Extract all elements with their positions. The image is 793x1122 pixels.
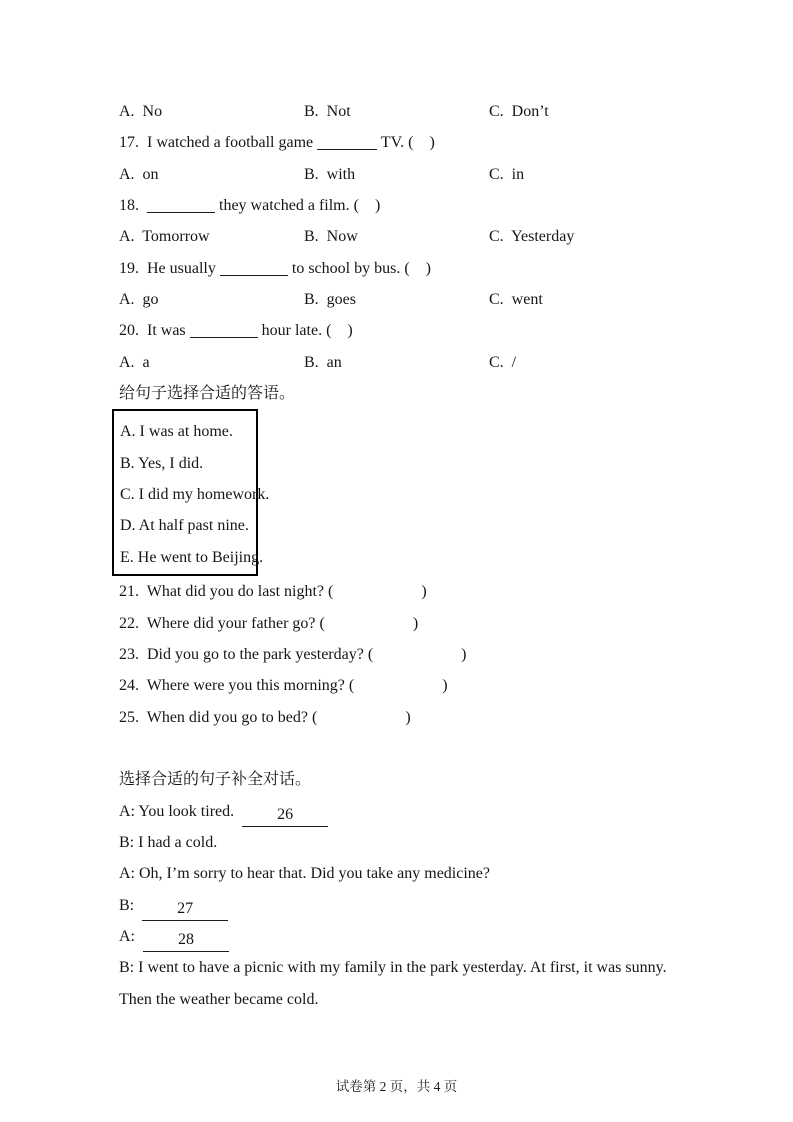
option-q17-c: C. in — [489, 165, 525, 183]
matching-question-25: 25. When did you go to bed? ( ) — [119, 708, 411, 726]
matching-question-21: 21. What did you do last night? ( ) — [119, 583, 427, 601]
dialogue-line-b3: B: I went to have a picnic with my family in the park yesterday. At first, it was sunny. Then the weather became cold. — [119, 959, 671, 1008]
dialogue-instruction: 选择合适的句子补全对话。 — [119, 771, 312, 789]
options-row-q19 — [119, 284, 674, 315]
question-19-text-post: to school by bus. ( ) — [287, 259, 431, 277]
answer-bank-box — [112, 409, 270, 576]
dialogue-line-b1: B: I had a cold. — [119, 833, 218, 851]
question-19 — [119, 253, 674, 284]
option-q18-b: B. Now — [304, 228, 358, 246]
dialogue-blank-28: 28 — [143, 929, 229, 952]
question-19-text-pre: 19. He usually — [119, 259, 220, 277]
dialogue-line-a3-text: A: — [119, 927, 143, 945]
options-row-q20 — [119, 347, 674, 378]
question-20 — [119, 315, 674, 346]
option-q20-b: B. an — [304, 353, 342, 371]
question-17-text-post: TV. ( ) — [377, 134, 435, 152]
option-q18-a: A. Tomorrow — [119, 228, 210, 246]
option-q17-b: B. with — [304, 165, 356, 183]
options-row-q18 — [119, 221, 674, 252]
question-18 — [119, 190, 674, 221]
matching-instruction: 给句子选择合适的答语。 — [119, 385, 296, 403]
dialogue-blank-26: 26 — [242, 804, 328, 827]
question-19-blank — [220, 258, 288, 276]
answer-bank-item-a: A. I was at home. — [120, 423, 233, 441]
dialogue-blank-27: 27 — [142, 898, 228, 921]
option-q16-c: C. Don’t — [489, 103, 549, 120]
option-q16-a: A. No — [119, 103, 163, 120]
question-18-text-post: they watched a film. ( ) — [215, 197, 381, 215]
matching-question-24: 24. Where were you this morning? ( ) — [119, 677, 448, 695]
question-18-blank — [147, 195, 215, 213]
section-gap — [119, 733, 674, 764]
question-17-text-pre: 17. I watched a football game — [119, 134, 318, 152]
dialogue-line-a3 — [119, 921, 674, 952]
option-q16-b: B. Not — [304, 103, 351, 120]
question-20-text-post: hour late. ( ) — [257, 322, 353, 340]
option-q20-a: A. a — [119, 353, 150, 371]
question-20-text-pre: 20. It was — [119, 322, 190, 340]
dialogue-line-a1-text: A: You look tired. — [119, 802, 243, 820]
option-q18-c: C. Yesterday — [489, 228, 575, 246]
matching-question-22: 22. Where did your father go? ( ) — [119, 614, 419, 632]
option-q19-a: A. go — [119, 291, 159, 309]
question-17-blank — [317, 132, 377, 150]
answer-bank-item-e: E. He went to Beijing. — [120, 548, 264, 566]
dialogue-line-b2-text: B: — [119, 896, 143, 914]
option-q17-a: A. on — [119, 165, 159, 183]
question-17 — [119, 127, 674, 158]
option-q20-c: C. / — [489, 353, 517, 371]
answer-bank-item-c: C. I did my homework. — [120, 486, 270, 504]
answer-bank-item-b: B. Yes, I did. — [120, 454, 204, 472]
question-18-text-pre: 18. — [119, 197, 147, 215]
matching-question-23: 23. Did you go to the park yesterday? ( ) — [119, 645, 467, 663]
dialogue-line-b2 — [119, 890, 674, 921]
dialogue-line-a1 — [119, 796, 674, 827]
page-footer: 试卷第 2 页，共 4 页 — [335, 1079, 458, 1094]
option-q19-c: C. went — [489, 291, 543, 309]
option-q19-b: B. goes — [304, 291, 356, 309]
options-row-q16 — [119, 96, 674, 127]
answer-bank-item-d: D. At half past nine. — [120, 517, 249, 535]
question-20-blank — [190, 320, 258, 338]
dialogue-line-a2: A: Oh, I’m sorry to hear that. Did you take any medicine? — [119, 865, 490, 883]
options-row-q17 — [119, 159, 674, 190]
